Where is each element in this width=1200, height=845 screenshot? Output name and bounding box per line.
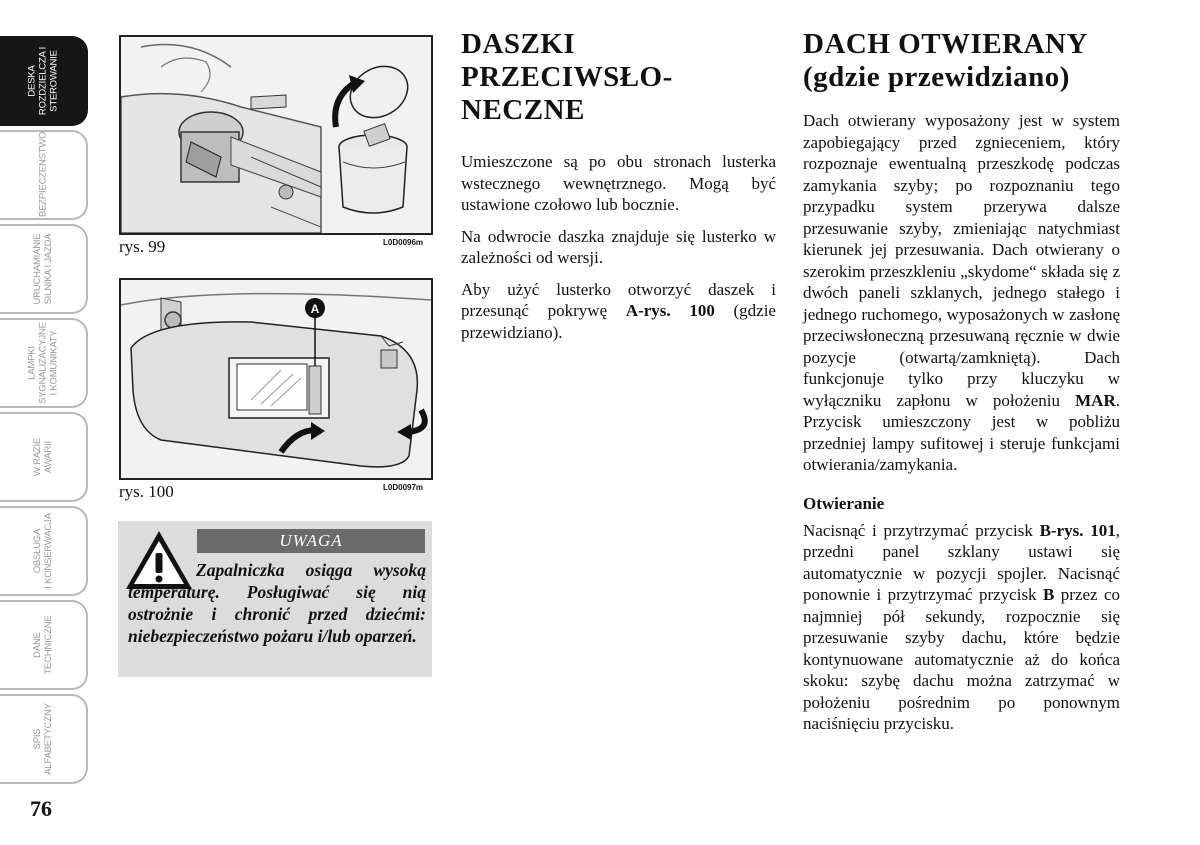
- sunroof-title-line-1: DACH OTWIERANY: [803, 28, 1088, 60]
- lighter-ashtray-illustration: [121, 37, 431, 233]
- sun-visor-illustration: [121, 280, 431, 478]
- callout-a-label: A: [310, 302, 320, 316]
- figure-99-code: L0D0096m: [383, 238, 424, 247]
- chapter-tab-label: W RAZIE AWARII: [32, 437, 54, 477]
- warning-heading: UWAGA: [197, 529, 425, 553]
- chapter-tab-4[interactable]: [0, 318, 88, 408]
- figure-100-code: L0D0097m: [383, 483, 424, 492]
- chapter-tab-label: BEZPIECZEŃSTWO: [37, 131, 49, 217]
- section-sunroof: [803, 28, 1120, 745]
- visors-paragraph-2: Na odwrocie daszka znajduje się lusterko w zależności od wersji.: [461, 226, 776, 267]
- chapter-tab-8[interactable]: [0, 694, 88, 784]
- figure-100-caption: rys. 100: [119, 482, 174, 501]
- visors-paragraph-3: Aby użyć lusterko otworzyć daszek i przesunąć pokrywę A-rys. 100 (gdzie przewidziano).: [461, 279, 776, 342]
- section-title-sunroof: [803, 28, 1120, 94]
- sunroof-paragraph-2: Nacisnąć i przytrzymać przycisk B-rys. 101, przedni panel szklany ustawi się automatycznie w pozycji spojler. Nacisnąć ponownie i przytrzymać przycisk B przez co najmniej pół sekundy, rozpocznie się przesuwanie szyby dachu, które będzie kontynuowane automatycznie aż do końca skoku: szybę dachu można zatrzymać w położeniu pośrednim po ponownym naciśnięciu przycisku.: [803, 520, 1121, 733]
- visors-title-line-3: NECZNE: [461, 94, 585, 126]
- sunroof-title-line-2: (gdzie przewidziano): [803, 61, 1070, 93]
- chapter-tab-1[interactable]: [0, 36, 88, 126]
- warning-text: Zapalniczka osiąga wysoką temperaturę. Posługiwać się nią ostrożnie i chronić przed dziećmi: niebezpieczeństwo pożaru i/lub oparzeń.: [128, 560, 426, 646]
- figure-100-image: [119, 278, 433, 480]
- sunroof-paragraph-1: Dach otwierany wyposażony jest w system zapobiegający przed zgnieceniem, który rozpoznaje ewentualną przeszkodę podczas zamykania szyby; po rozpoznaniu tego przypadku system przerywa dalsze przesuwanie szyby, zmieniając natychmiast kierunek jej przesuwania. Dach otwierany o szerokim przeszkleniu „skydome“ składa się z dwóch paneli szklanych, jednego stałego i jednego ruchomego, wyposażonych w zasłonę przeciwsłoneczną przesuwaną ręcznie w dwie pozycje (otwartą/zamkniętą). Dach funkcjonuje tylko przy kluczyku w wyłączniku zapłonu w położeniu MAR. Przycisk umieszczony jest w pobliżu przedniej lampy sufitowej i steruje funkcjami otwierania/zamykania.: [803, 111, 1120, 474]
- chapter-tab-2[interactable]: [0, 130, 88, 220]
- chapter-tab-label: DESKA ROZDZIELCZA I STEROWANIE: [26, 46, 60, 116]
- chapter-tab-6[interactable]: [0, 506, 88, 596]
- chapter-tab-7[interactable]: [0, 600, 88, 690]
- figure-99-caption: rys. 99: [119, 237, 166, 256]
- visors-title-line-1: DASZKI: [461, 28, 576, 60]
- chapter-tab-label: URUCHAMIANIE SILNIKA I JAZDA: [32, 233, 54, 305]
- chapter-tab-label: SPIS ALFABETYCZNY: [32, 703, 54, 775]
- chapter-tab-label: DANE TECHNICZNE: [32, 615, 54, 675]
- section-sun-visors: [461, 28, 776, 353]
- chapter-tab-label: LAMPKI SYGNALIZACYJNE I KOMUNIKATY: [26, 322, 60, 404]
- chapter-tab-3[interactable]: [0, 224, 88, 314]
- visors-paragraph-1: Umieszczone są po obu stronach lusterka wstecznego wewnętrznego. Mogą być ustawione czołowo lub bocznie.: [461, 152, 776, 214]
- figure-99-image: [119, 35, 433, 235]
- page-number: 76: [30, 796, 52, 821]
- subheading-opening: Otwieranie: [803, 493, 885, 513]
- chapter-tab-label: OBSŁUGA I KONSERWACJA: [32, 513, 54, 589]
- visors-title-line-2: PRZECIWSŁO-: [461, 61, 673, 93]
- chapter-tab-5[interactable]: [0, 412, 88, 502]
- section-title-sun-visors: [461, 28, 776, 127]
- warning-box: [118, 521, 432, 677]
